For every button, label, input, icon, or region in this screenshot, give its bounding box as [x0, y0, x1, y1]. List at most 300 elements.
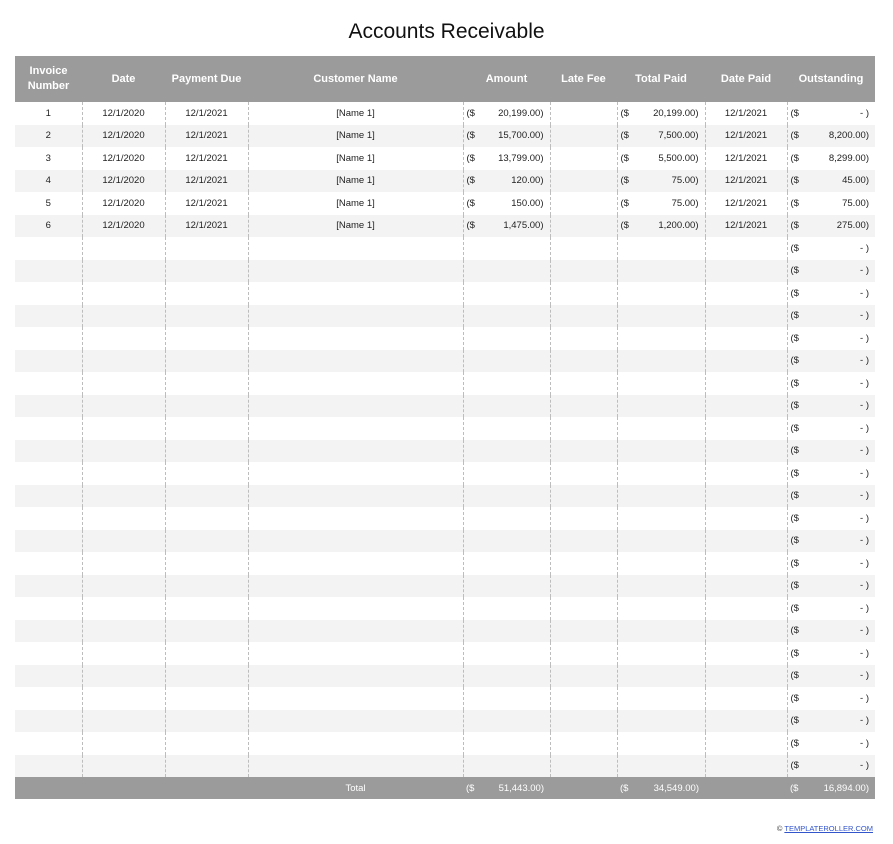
total-paid-cell[interactable] [617, 597, 705, 620]
invoice-number-cell[interactable]: 3 [15, 147, 82, 170]
outstanding-cell[interactable]: ($ - ) [787, 710, 875, 733]
customer-name-cell[interactable] [248, 237, 463, 260]
templateroller-link[interactable]: TEMPLATEROLLER.COM [784, 824, 873, 833]
late-fee-cell[interactable] [550, 462, 617, 485]
date-cell[interactable] [82, 530, 165, 553]
payment-due-cell[interactable] [165, 305, 248, 328]
amount-cell[interactable] [463, 485, 550, 508]
total-paid-cell[interactable] [617, 665, 705, 688]
late-fee-cell[interactable] [550, 395, 617, 418]
customer-name-cell[interactable] [248, 755, 463, 778]
column-header: Payment Due [165, 56, 248, 102]
outstanding-cell[interactable]: ($ 45.00) [787, 170, 875, 193]
table-row [15, 507, 875, 530]
late-fee-cell[interactable] [550, 417, 617, 440]
outstanding-cell[interactable]: ($ - ) [787, 305, 875, 328]
outstanding-cell[interactable]: ($ - ) [787, 462, 875, 485]
total-paid-cell[interactable] [617, 305, 705, 328]
invoice-number-cell[interactable]: 5 [15, 192, 82, 215]
late-fee-cell[interactable] [550, 305, 617, 328]
customer-name-cell[interactable] [248, 710, 463, 733]
outstanding-cell[interactable]: ($ - ) [787, 485, 875, 508]
invoice-number-cell[interactable] [15, 710, 82, 733]
customer-name-cell[interactable] [248, 282, 463, 305]
customer-name-cell[interactable] [248, 687, 463, 710]
late-fee-cell[interactable] [550, 147, 617, 170]
date-paid-cell[interactable] [705, 597, 787, 620]
late-fee-cell[interactable] [550, 620, 617, 643]
late-fee-cell[interactable] [550, 170, 617, 193]
late-fee-cell[interactable] [550, 732, 617, 755]
amount-cell[interactable] [463, 417, 550, 440]
amount-cell[interactable] [463, 350, 550, 373]
date-paid-cell[interactable]: 12/1/2021 [705, 147, 787, 170]
date-paid-cell[interactable] [705, 575, 787, 598]
customer-name-cell[interactable] [248, 620, 463, 643]
date-paid-cell[interactable] [705, 530, 787, 553]
payment-due-cell[interactable] [165, 710, 248, 733]
total-paid-cell[interactable] [617, 575, 705, 598]
late-fee-cell[interactable] [550, 372, 617, 395]
customer-name-cell[interactable] [248, 575, 463, 598]
payment-due-cell[interactable]: 12/1/2021 [165, 147, 248, 170]
date-paid-cell[interactable] [705, 282, 787, 305]
payment-due-cell[interactable] [165, 485, 248, 508]
invoice-number-cell[interactable] [15, 372, 82, 395]
amount-cell[interactable] [463, 462, 550, 485]
late-fee-cell[interactable] [550, 350, 617, 373]
payment-due-cell[interactable] [165, 755, 248, 778]
table-row [15, 305, 875, 328]
total-paid-cell[interactable] [617, 237, 705, 260]
late-fee-cell[interactable] [550, 260, 617, 283]
invoice-number-cell[interactable] [15, 755, 82, 778]
amount-cell[interactable] [463, 440, 550, 463]
late-fee-cell[interactable] [550, 440, 617, 463]
table-row [15, 170, 875, 193]
customer-name-cell[interactable] [248, 552, 463, 575]
invoice-number-cell[interactable] [15, 597, 82, 620]
total-paid-cell[interactable]: ($ 20,199.00) [617, 102, 705, 125]
date-paid-cell[interactable] [705, 237, 787, 260]
invoice-number-cell[interactable] [15, 732, 82, 755]
total-paid-cell[interactable] [617, 642, 705, 665]
payment-due-cell[interactable] [165, 327, 248, 350]
date-cell[interactable] [82, 372, 165, 395]
payment-due-cell[interactable] [165, 597, 248, 620]
amount-cell[interactable]: ($ 13,799.00) [463, 147, 550, 170]
outstanding-cell[interactable]: ($ 8,200.00) [787, 125, 875, 148]
total-paid-cell[interactable] [617, 710, 705, 733]
amount-cell[interactable]: ($ 120.00) [463, 170, 550, 193]
amount-cell[interactable] [463, 282, 550, 305]
outstanding-cell[interactable]: ($ - ) [787, 417, 875, 440]
date-paid-cell[interactable] [705, 642, 787, 665]
outstanding-cell[interactable]: ($ - ) [787, 372, 875, 395]
payment-due-cell[interactable] [165, 462, 248, 485]
amount-cell[interactable] [463, 575, 550, 598]
outstanding-cell[interactable]: ($ - ) [787, 282, 875, 305]
customer-name-cell[interactable]: [Name 1] [248, 170, 463, 193]
total-paid-cell[interactable] [617, 732, 705, 755]
total-paid-cell[interactable] [617, 552, 705, 575]
date-cell[interactable] [82, 507, 165, 530]
payment-due-cell[interactable] [165, 350, 248, 373]
date-paid-cell[interactable]: 12/1/2021 [705, 215, 787, 238]
table-row [15, 147, 875, 170]
total-paid-cell[interactable] [617, 350, 705, 373]
date-paid-cell[interactable] [705, 462, 787, 485]
payment-due-cell[interactable] [165, 530, 248, 553]
payment-due-cell[interactable] [165, 260, 248, 283]
date-cell[interactable] [82, 350, 165, 373]
outstanding-cell[interactable]: ($ - ) [787, 755, 875, 778]
outstanding-cell[interactable]: ($ - ) [787, 732, 875, 755]
table-row [15, 755, 875, 778]
total-paid-cell[interactable] [617, 417, 705, 440]
total-paid-cell[interactable]: ($ 75.00) [617, 170, 705, 193]
total-paid-cell[interactable] [617, 485, 705, 508]
invoice-number-cell[interactable] [15, 260, 82, 283]
date-paid-cell[interactable]: 12/1/2021 [705, 125, 787, 148]
outstanding-cell[interactable]: ($ - ) [787, 395, 875, 418]
customer-name-cell[interactable] [248, 732, 463, 755]
total-paid-cell[interactable] [617, 395, 705, 418]
date-cell[interactable] [82, 575, 165, 598]
date-cell[interactable]: 12/1/2020 [82, 125, 165, 148]
late-fee-cell[interactable] [550, 552, 617, 575]
total-paid-cell[interactable] [617, 755, 705, 778]
total-paid-cell[interactable] [617, 282, 705, 305]
date-paid-cell[interactable]: 12/1/2021 [705, 102, 787, 125]
date-cell[interactable] [82, 755, 165, 778]
amount-cell[interactable] [463, 237, 550, 260]
customer-name-cell[interactable] [248, 440, 463, 463]
amount-cell[interactable]: ($ 150.00) [463, 192, 550, 215]
invoice-number-cell[interactable]: 1 [15, 102, 82, 125]
late-fee-cell[interactable] [550, 642, 617, 665]
amount-cell[interactable] [463, 687, 550, 710]
invoice-number-cell[interactable] [15, 620, 82, 643]
date-paid-cell[interactable] [705, 755, 787, 778]
footer-credit: © TEMPLATEROLLER.COM [776, 824, 873, 833]
invoice-number-cell[interactable] [15, 485, 82, 508]
customer-name-cell[interactable]: [Name 1] [248, 192, 463, 215]
payment-due-cell[interactable] [165, 620, 248, 643]
invoice-number-cell[interactable] [15, 530, 82, 553]
date-cell[interactable] [82, 260, 165, 283]
customer-name-cell[interactable] [248, 372, 463, 395]
payment-due-cell[interactable] [165, 282, 248, 305]
outstanding-cell[interactable]: ($ - ) [787, 665, 875, 688]
date-paid-cell[interactable]: 12/1/2021 [705, 192, 787, 215]
date-paid-cell[interactable] [705, 552, 787, 575]
date-cell[interactable] [82, 485, 165, 508]
payment-due-cell[interactable] [165, 507, 248, 530]
amount-cell[interactable] [463, 732, 550, 755]
amount-cell[interactable] [463, 305, 550, 328]
payment-due-cell[interactable] [165, 417, 248, 440]
payment-due-cell[interactable]: 12/1/2021 [165, 170, 248, 193]
amount-cell[interactable] [463, 372, 550, 395]
late-fee-cell[interactable] [550, 687, 617, 710]
table-row [15, 260, 875, 283]
amount-cell[interactable] [463, 530, 550, 553]
total-paid-cell[interactable] [617, 687, 705, 710]
invoice-number-cell[interactable] [15, 462, 82, 485]
total-paid-cell[interactable]: ($ 1,200.00) [617, 215, 705, 238]
late-fee-cell[interactable] [550, 530, 617, 553]
customer-name-cell[interactable]: [Name 1] [248, 125, 463, 148]
amount-cell[interactable] [463, 327, 550, 350]
late-fee-cell[interactable] [550, 575, 617, 598]
total-paid-cell[interactable]: ($ 7,500.00) [617, 125, 705, 148]
outstanding-cell[interactable]: ($ 8,299.00) [787, 147, 875, 170]
payment-due-cell[interactable]: 12/1/2021 [165, 215, 248, 238]
amount-cell[interactable]: ($ 15,700.00) [463, 125, 550, 148]
payment-due-cell[interactable] [165, 665, 248, 688]
date-cell[interactable] [82, 395, 165, 418]
invoice-number-cell[interactable]: 2 [15, 125, 82, 148]
total-paid-cell[interactable] [617, 260, 705, 283]
late-fee-cell[interactable] [550, 102, 617, 125]
total-paid-cell[interactable] [617, 372, 705, 395]
table-row [15, 665, 875, 688]
outstanding-cell[interactable]: ($ - ) [787, 440, 875, 463]
customer-name-cell[interactable] [248, 260, 463, 283]
table-row [15, 732, 875, 755]
customer-name-cell[interactable] [248, 462, 463, 485]
payment-due-cell[interactable] [165, 372, 248, 395]
customer-name-cell[interactable]: [Name 1] [248, 147, 463, 170]
date-paid-cell[interactable] [705, 440, 787, 463]
date-paid-cell[interactable] [705, 305, 787, 328]
date-paid-cell[interactable] [705, 327, 787, 350]
payment-due-cell[interactable] [165, 395, 248, 418]
payment-due-cell[interactable] [165, 440, 248, 463]
date-cell[interactable] [82, 642, 165, 665]
invoice-number-cell[interactable]: 4 [15, 170, 82, 193]
table-row [15, 462, 875, 485]
date-paid-cell[interactable] [705, 732, 787, 755]
invoice-number-cell[interactable] [15, 665, 82, 688]
amount-cell[interactable] [463, 642, 550, 665]
amount-cell[interactable]: ($ 1,475.00) [463, 215, 550, 238]
table-body [15, 102, 875, 777]
late-fee-cell[interactable] [550, 507, 617, 530]
date-paid-cell[interactable] [705, 687, 787, 710]
invoice-number-cell[interactable] [15, 507, 82, 530]
outstanding-cell[interactable]: ($ - ) [787, 575, 875, 598]
payment-due-cell[interactable] [165, 575, 248, 598]
invoice-number-cell[interactable]: 6 [15, 215, 82, 238]
date-cell[interactable]: 12/1/2020 [82, 102, 165, 125]
amount-cell[interactable] [463, 620, 550, 643]
accounts-table [15, 56, 875, 799]
invoice-number-cell[interactable] [15, 305, 82, 328]
outstanding-cell[interactable]: ($ - ) [787, 642, 875, 665]
table-row [15, 642, 875, 665]
amount-cell[interactable] [463, 507, 550, 530]
total-paid-cell[interactable] [617, 440, 705, 463]
total-paid-cell[interactable] [617, 327, 705, 350]
late-fee-cell[interactable] [550, 485, 617, 508]
customer-name-cell[interactable] [248, 485, 463, 508]
column-header: Total Paid [617, 56, 705, 102]
table-row [15, 620, 875, 643]
late-fee-cell[interactable] [550, 327, 617, 350]
invoice-number-cell[interactable] [15, 575, 82, 598]
date-paid-cell[interactable] [705, 260, 787, 283]
date-cell[interactable] [82, 417, 165, 440]
late-fee-cell[interactable] [550, 125, 617, 148]
amount-cell[interactable]: ($ 20,199.00) [463, 102, 550, 125]
date-cell[interactable] [82, 687, 165, 710]
payment-due-cell[interactable]: 12/1/2021 [165, 102, 248, 125]
table-row [15, 530, 875, 553]
amount-cell[interactable] [463, 665, 550, 688]
total-paid-cell[interactable] [617, 462, 705, 485]
outstanding-cell[interactable]: ($ - ) [787, 237, 875, 260]
date-cell[interactable] [82, 665, 165, 688]
outstanding-cell[interactable]: ($ - ) [787, 327, 875, 350]
date-cell[interactable] [82, 620, 165, 643]
total-paid-cell[interactable]: ($ 5,500.00) [617, 147, 705, 170]
amount-cell[interactable] [463, 710, 550, 733]
date-cell[interactable] [82, 597, 165, 620]
outstanding-cell[interactable]: ($ - ) [787, 687, 875, 710]
invoice-number-cell[interactable] [15, 237, 82, 260]
outstanding-cell[interactable]: ($ - ) [787, 530, 875, 553]
column-header: Invoice Number [15, 56, 82, 102]
customer-name-cell[interactable] [248, 417, 463, 440]
customer-name-cell[interactable] [248, 597, 463, 620]
outstanding-cell[interactable]: ($ - ) [787, 102, 875, 125]
date-cell[interactable] [82, 440, 165, 463]
outstanding-cell[interactable]: ($ - ) [787, 350, 875, 373]
date-paid-cell[interactable] [705, 507, 787, 530]
total-paid-cell[interactable] [617, 530, 705, 553]
table-row [15, 327, 875, 350]
date-cell[interactable] [82, 710, 165, 733]
total-paid-cell[interactable] [617, 620, 705, 643]
customer-name-cell[interactable] [248, 327, 463, 350]
outstanding-cell[interactable]: ($ 275.00) [787, 215, 875, 238]
amount-cell[interactable] [463, 755, 550, 778]
payment-due-cell[interactable] [165, 732, 248, 755]
invoice-number-cell[interactable] [15, 642, 82, 665]
customer-name-cell[interactable] [248, 530, 463, 553]
column-header: Amount [463, 56, 550, 102]
payment-due-cell[interactable]: 12/1/2021 [165, 192, 248, 215]
payment-due-cell[interactable] [165, 237, 248, 260]
page-title: Accounts Receivable [348, 20, 545, 43]
date-cell[interactable] [82, 327, 165, 350]
invoice-number-cell[interactable] [15, 440, 82, 463]
invoice-number-cell[interactable] [15, 687, 82, 710]
outstanding-cell[interactable]: ($ - ) [787, 552, 875, 575]
table-row [15, 372, 875, 395]
total-paid-cell[interactable]: ($ 75.00) [617, 192, 705, 215]
date-cell[interactable]: 12/1/2020 [82, 192, 165, 215]
date-cell[interactable] [82, 282, 165, 305]
column-header: Outstanding [787, 56, 875, 102]
total-outstanding: ($ 16,894.00) [787, 777, 875, 799]
date-paid-cell[interactable] [705, 395, 787, 418]
late-fee-cell[interactable] [550, 215, 617, 238]
invoice-number-cell[interactable] [15, 350, 82, 373]
customer-name-cell[interactable] [248, 507, 463, 530]
late-fee-cell[interactable] [550, 282, 617, 305]
outstanding-cell[interactable]: ($ 75.00) [787, 192, 875, 215]
date-cell[interactable] [82, 305, 165, 328]
outstanding-cell[interactable]: ($ - ) [787, 260, 875, 283]
table-row [15, 417, 875, 440]
late-fee-cell[interactable] [550, 597, 617, 620]
outstanding-cell[interactable]: ($ - ) [787, 507, 875, 530]
late-fee-cell[interactable] [550, 665, 617, 688]
invoice-number-cell[interactable] [15, 552, 82, 575]
late-fee-cell[interactable] [550, 237, 617, 260]
customer-name-cell[interactable]: [Name 1] [248, 215, 463, 238]
date-cell[interactable]: 12/1/2020 [82, 170, 165, 193]
date-paid-cell[interactable] [705, 665, 787, 688]
customer-name-cell[interactable] [248, 395, 463, 418]
date-paid-cell[interactable] [705, 417, 787, 440]
amount-cell[interactable] [463, 395, 550, 418]
date-cell[interactable]: 12/1/2020 [82, 147, 165, 170]
column-header: Date Paid [705, 56, 787, 102]
amount-cell[interactable] [463, 597, 550, 620]
customer-name-cell[interactable] [248, 642, 463, 665]
outstanding-cell[interactable]: ($ - ) [787, 597, 875, 620]
date-cell[interactable] [82, 552, 165, 575]
date-paid-cell[interactable]: 12/1/2021 [705, 170, 787, 193]
invoice-number-cell[interactable] [15, 327, 82, 350]
date-paid-cell[interactable] [705, 620, 787, 643]
invoice-number-cell[interactable] [15, 282, 82, 305]
totals-row [15, 777, 875, 799]
table-row [15, 192, 875, 215]
amount-cell[interactable] [463, 552, 550, 575]
payment-due-cell[interactable] [165, 687, 248, 710]
payment-due-cell[interactable]: 12/1/2021 [165, 125, 248, 148]
customer-name-cell[interactable]: [Name 1] [248, 102, 463, 125]
late-fee-cell[interactable] [550, 710, 617, 733]
amount-cell[interactable] [463, 260, 550, 283]
date-cell[interactable] [82, 462, 165, 485]
outstanding-cell[interactable]: ($ - ) [787, 620, 875, 643]
date-cell[interactable] [82, 237, 165, 260]
customer-name-cell[interactable] [248, 305, 463, 328]
date-paid-cell[interactable] [705, 350, 787, 373]
date-cell[interactable]: 12/1/2020 [82, 215, 165, 238]
date-paid-cell[interactable] [705, 372, 787, 395]
date-cell[interactable] [82, 732, 165, 755]
customer-name-cell[interactable] [248, 665, 463, 688]
total-paid-cell[interactable] [617, 507, 705, 530]
customer-name-cell[interactable] [248, 350, 463, 373]
payment-due-cell[interactable] [165, 552, 248, 575]
date-paid-cell[interactable] [705, 485, 787, 508]
invoice-number-cell[interactable] [15, 395, 82, 418]
invoice-number-cell[interactable] [15, 417, 82, 440]
date-paid-cell[interactable] [705, 710, 787, 733]
payment-due-cell[interactable] [165, 642, 248, 665]
table-row [15, 125, 875, 148]
late-fee-cell[interactable] [550, 192, 617, 215]
late-fee-cell[interactable] [550, 755, 617, 778]
